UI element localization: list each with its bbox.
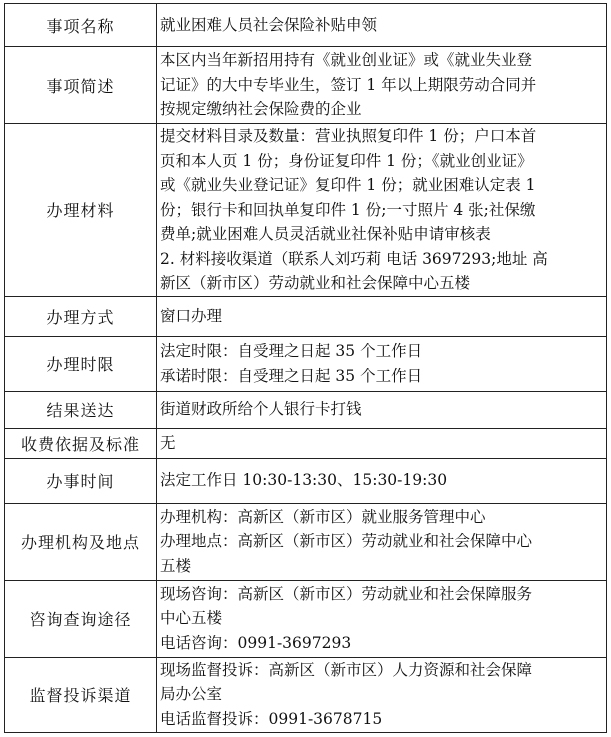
row-value [157,336,607,391]
table-row [5,336,607,391]
value-line: 新区（新市区）劳动就业和社会保障中心五楼 [160,274,471,292]
row-value [157,503,607,580]
value-line: 电话监督投诉：0991-3678715 [160,709,383,728]
value-line: 办理地点：高新区（新市区）劳动就业和社会保障中心 [160,532,533,551]
value-line: 或《就业失业登记证》复印件 1 份；就业困难认定表 1 [160,176,536,194]
row-value [157,4,607,47]
value-line: 五楼 [160,556,192,575]
row-label: 事项名称 [5,4,157,47]
value-line: 本区内当年新招用持有《就业创业证》或《就业失业登 [160,51,533,70]
value-line: 就业困难人员社会保险补贴申领 [160,15,378,34]
value-line: 法定工作日 10:30-13:30、15:30-19:30 [160,471,448,490]
row-value [157,580,607,657]
value-line: 费单;就业困难人员灵活就业社保补贴申请审核表 [160,225,491,243]
value-line: 现场监督投诉：高新区（新市区）人力资源和社会保障 [160,660,533,679]
value-line: 办理机构：高新区（新市区）就业服务管理中心 [160,507,486,526]
value-line: 份；银行卡和回执单复印件 1 份;一寸照片 4 张;社保缴 [160,200,536,219]
table-row [5,428,607,458]
value-line: 电话咨询：0991-3697293 [160,633,352,652]
value-line: 现场咨询：高新区（新市区）劳动就业和社会保障服务 [160,584,533,603]
value-line: 承诺时限：自受理之日起 35 个工作日 [160,366,423,385]
value-line: 记证》的大中专毕业生，签订 1 年以上期限劳动合同并 [160,75,537,94]
row-value [157,428,607,458]
value-line: 按规定缴纳社会保险费的企业 [160,100,362,119]
row-label: 办理方式 [5,296,157,336]
row-label: 收费依据及标准 [5,428,157,458]
table-row [5,391,607,428]
row-label: 办理时限 [5,336,157,391]
row-label: 结果送达 [5,391,157,428]
value-line: 法定时限：自受理之日起 35 个工作日 [160,342,423,360]
table-row [5,47,607,124]
row-label: 咨询查询途径 [5,580,157,657]
row-value [157,124,607,297]
value-line: 无 [160,433,176,452]
row-label: 办理材料 [5,124,157,297]
row-label: 监督投诉渠道 [5,657,157,732]
table-row [5,296,607,336]
value-line: 2. 材料接收渠道（联系人刘巧莉 电话 3697293;地址 高 [160,249,548,268]
value-line: 窗口办理 [160,306,223,325]
row-label: 办事时间 [5,458,157,503]
row-value [157,296,607,336]
row-label: 事项简述 [5,47,157,124]
value-line: 提交材料目录及数量：营业执照复印件 1 份；户口本首 [160,127,537,145]
row-label: 办理机构及地点 [5,503,157,580]
value-line: 局办公室 [160,685,223,704]
table-row [5,124,607,297]
table-row [5,4,607,47]
table-row [5,458,607,503]
row-value [157,657,607,732]
table-row [5,580,607,657]
row-value [157,458,607,503]
service-info-table [4,3,607,733]
value-line: 中心五楼 [160,609,223,628]
table-row [5,503,607,580]
table-row [5,657,607,732]
value-line: 页和本人页 1 份；身份证复印件 1 份；《就业创业证》 [160,151,533,170]
row-value [157,391,607,428]
value-line: 街道财政所给个人银行卡打钱 [160,400,362,419]
row-value [157,47,607,124]
